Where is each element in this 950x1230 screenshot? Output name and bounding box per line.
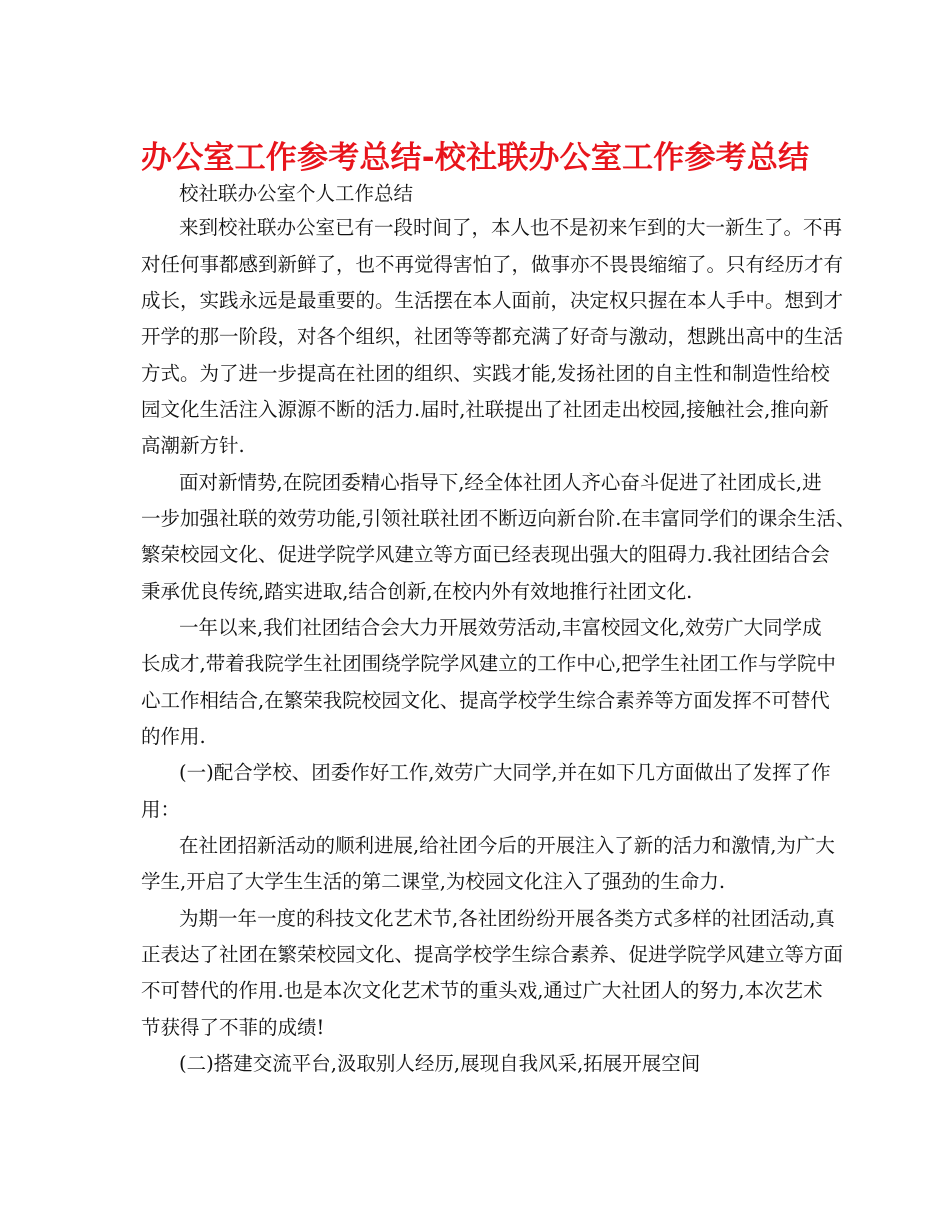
paragraph-line: 一年以来,我们社团结合会大力开展效劳活动,丰富校园文化,效劳广大同学成 [179,616,822,639]
paragraph-line: 园文化生活注入源源不断的活力.届时,社联提出了社团走出校园,接触社会,推向新 [141,398,829,421]
document-subtitle: 校社联办公室个人工作总结 [179,182,414,205]
paragraph-line: 为期一年一度的科技文化艺术节,各社团纷纷开展各类方式多样的社团活动,真 [179,907,835,930]
paragraph-line: 方式。为了进一步提高在社团的组织、实践才能,发扬社团的自主性和制造性给校 [141,362,830,385]
paragraph-line: 心工作相结合,在繁荣我院校园文化、提高学校学生综合素养等方面发挥不可替代 [141,689,830,712]
paragraph-line: 成长，实践永远是最重要的。生活摆在本人面前，决定权只握在本人手中。想到才 [141,289,844,312]
paragraph-line: 的作用. [141,725,206,748]
paragraph-line: 学生,开启了大学生生活的第二课堂,为校园文化注入了强劲的生命力. [141,870,726,893]
paragraph-line: 繁荣校园文化、促进学院学风建立等方面已经表现出强大的阻碍力.我社团结合会 [141,543,830,566]
paragraph-line: 节获得了不菲的成绩! [141,1016,325,1039]
document-title: 办公室工作参考总结-校社联办公室工作参考总结 [141,140,810,176]
paragraph-line: 来到校社联办公室已有一段时间了，本人也不是初来乍到的大一新生了。不再 [179,216,843,239]
paragraph-line: 高潮新方针. [141,434,245,457]
paragraph-line: (一)配合学校、团委作好工作,效劳广大同学,并在如下几方面做出了发挥了作 [179,761,831,784]
paragraph-line: 开学的那一阶段，对各个组织，社团等等都充满了好奇与激动，想跳出高中的生活 [141,325,844,348]
paragraph-line: 正表达了社团在繁荣校园文化、提高学校学生综合素养、促进学院学风建立等方面 [141,943,844,966]
paragraph-line: 长成才,带着我院学生社团围绕学院学风建立的工作中心,把学生社团工作与学院中 [141,652,836,675]
paragraph-line: 面对新情势,在院团委精心指导下,经全体社团人齐心奋斗促进了社团成长,进 [179,471,822,494]
paragraph-line: 不可替代的作用.也是本次文化艺术节的重头戏,通过广大社团人的努力,本次艺术 [141,979,823,1002]
paragraph-line: 秉承优良传统,踏实进取,结合创新,在校内外有效地推行社团文化. [141,580,693,603]
paragraph-line: 一步加强社联的效劳功能,引领社联社团不断迈向新台阶.在丰富同学们的课余生活、 [141,507,856,530]
paragraph-line: 对任何事都感到新鲜了，也不再觉得害怕了，做事亦不畏畏缩缩了。只有经历才有 [141,253,844,276]
paragraph-line: 在社团招新活动的顺利进展,给社团今后的开展注入了新的活力和激情,为广大 [179,834,835,857]
paragraph-line: 用： [141,798,181,821]
paragraph-line: (二)搭建交流平台,汲取别人经历,展现自我风采,拓展开展空间 [179,1052,701,1075]
